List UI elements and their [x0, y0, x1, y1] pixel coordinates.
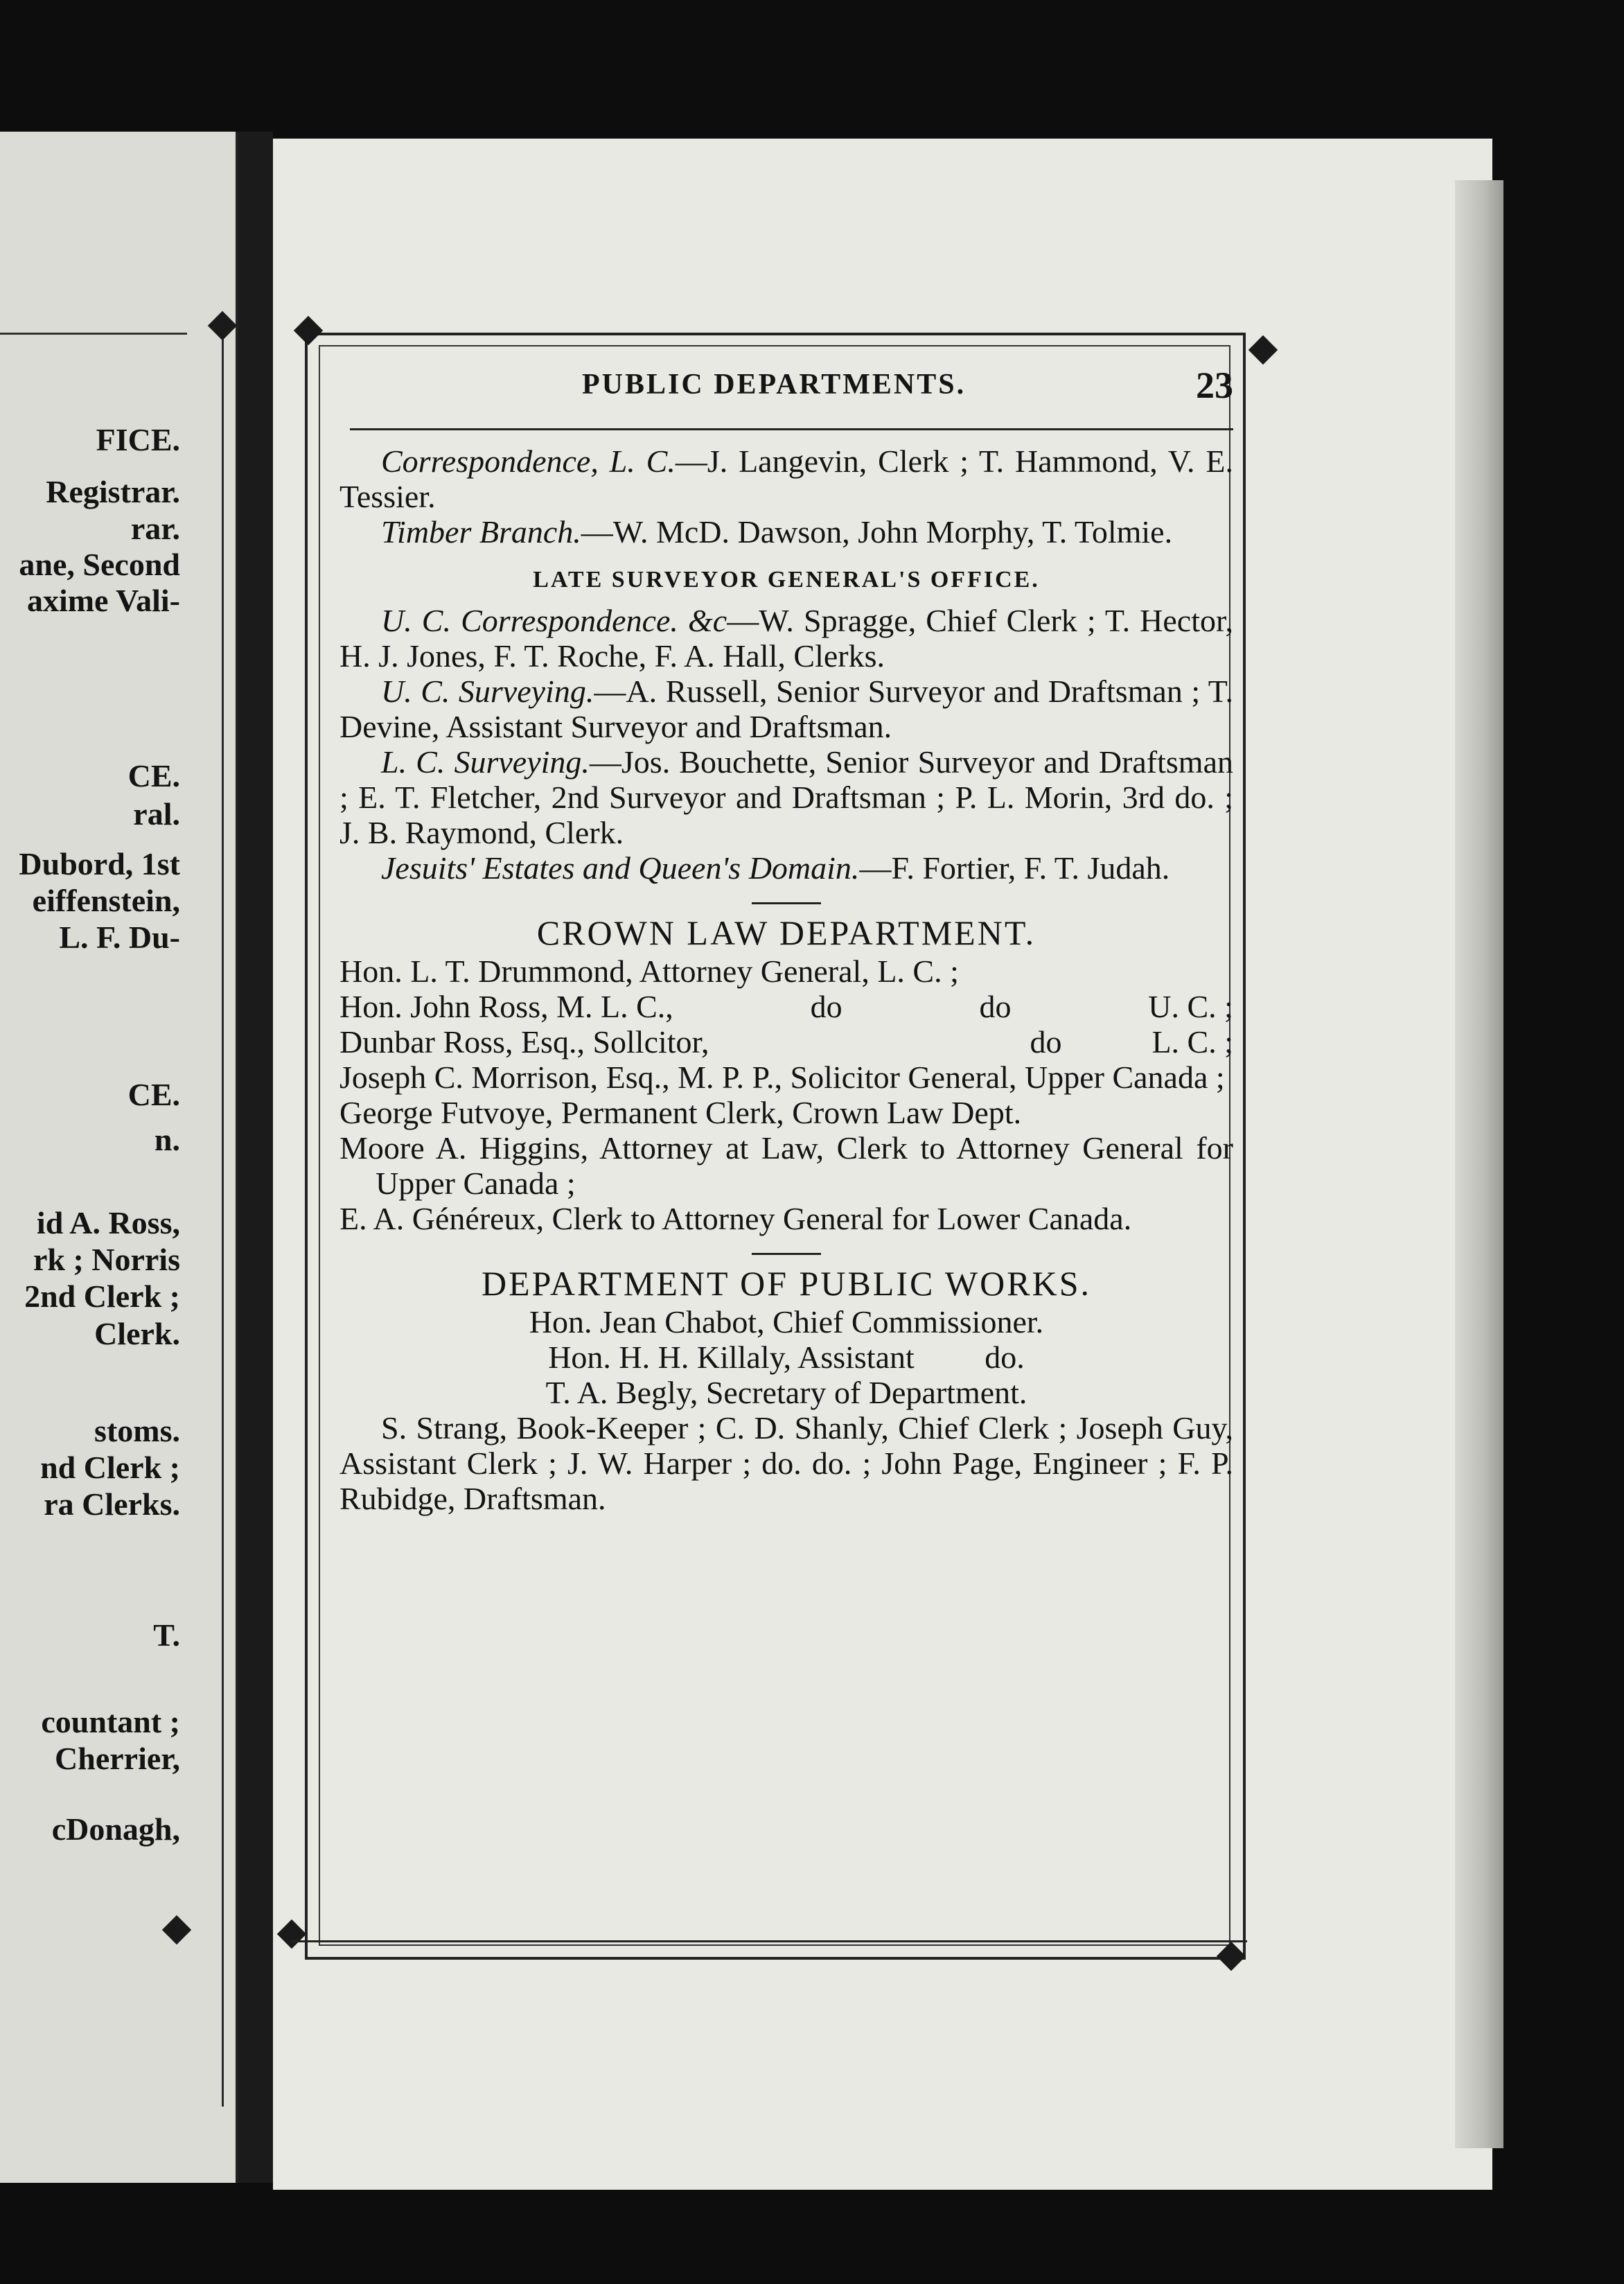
entry-text: —Jos. Bouchette, Senior Surveyor and Draftsman ; E. T. Fletcher, 2nd Surveyor and Draftsman ; P. L. Morin, 3rd do. ; J. B. Raymond, Clerk.	[339, 744, 1233, 850]
entry-text: —W. Spragge, Chief Clerk ; T. Hector, H. J. Jones, F. T. Roche, F. A. Hall, Clerks.	[339, 603, 1233, 674]
page-edge	[1455, 180, 1503, 2148]
left-page-line: cDonagh,	[51, 1812, 180, 1847]
book-gutter	[238, 132, 273, 2183]
entry-label: U. C. Correspondence. &c	[381, 603, 727, 638]
ditto-mark: do	[810, 989, 842, 1024]
entry-label: U. C. Surveying.	[381, 674, 594, 709]
crown-law-futvoye: George Futvoye, Permanent Clerk, Crown Law Dept.	[339, 1095, 1022, 1130]
left-page-line: ane, Second	[19, 547, 180, 582]
entry-jesuits-estates	[339, 850, 1233, 886]
province-abbrev: L. C. ;	[1151, 1024, 1233, 1060]
crown-law-row	[339, 989, 1233, 1024]
left-page-line: 2nd Clerk ;	[24, 1279, 180, 1314]
left-page-line: nd Clerk ;	[40, 1450, 180, 1485]
left-page-line: ra Clerks.	[44, 1487, 180, 1522]
entry-text: —A. Russell, Senior Surveyor and Draftsman ; T. Devine, Assistant Surveyor and Draftsman.	[339, 674, 1233, 744]
entry-text: —F. Fortier, F. T. Judah.	[859, 850, 1170, 886]
ditto-mark: do	[1030, 1024, 1062, 1060]
entry-label: Jesuits' Estates and Queen's Domain.	[381, 850, 860, 886]
province-abbrev: U. C. ;	[1148, 989, 1233, 1024]
left-page-line: Clerk.	[94, 1317, 180, 1351]
footer-rule	[291, 1940, 1247, 1942]
left-page-line: L. F. Du-	[59, 920, 180, 955]
left-page-line: eiffenstein,	[32, 884, 180, 918]
left-page-line: n.	[154, 1123, 180, 1157]
left-page-line: stoms.	[94, 1414, 180, 1448]
crown-law-genereux: E. A. Généreux, Clerk to Attorney General for Lower Canada.	[339, 1201, 1132, 1236]
crown-law-morrison: Joseph C. Morrison, Esq., M. P. P., Solicitor General, Upper Canada ;	[339, 1060, 1225, 1095]
entry-text: —W. McD. Dawson, John Morphy, T. Tolmie.	[581, 514, 1173, 550]
section-heading-public-works: DEPARTMENT OF PUBLIC WORKS.	[482, 1264, 1091, 1303]
page-number: 23	[1196, 364, 1233, 406]
page-header	[346, 364, 1233, 412]
public-works-killaly	[339, 1339, 1233, 1375]
section-divider	[752, 1253, 821, 1255]
entry-uc-correspondence	[339, 603, 1233, 674]
section-heading-late-surveyor: LATE SURVEYOR GENERAL'S OFFICE.	[533, 567, 1040, 592]
crown-law-text: Hon. L. T. Drummond, Attorney General, L. C. ;	[339, 954, 959, 989]
left-page-line: CE.	[127, 759, 180, 793]
public-works-chabot: Hon. Jean Chabot, Chief Commissioner.	[529, 1304, 1044, 1339]
left-page-line: Registrar.	[46, 475, 180, 509]
header-rule	[350, 428, 1233, 430]
ditto-mark: do	[979, 989, 1012, 1024]
section-heading-crown-law: CROWN LAW DEPARTMENT.	[536, 913, 1036, 952]
entry-lc-surveying	[339, 744, 1233, 850]
left-page-line: Cherrier,	[55, 1741, 180, 1776]
left-page-line: id A. Ross,	[36, 1206, 180, 1240]
crown-law-text: Hon. John Ross, M. L. C.,	[339, 989, 673, 1024]
section-divider	[752, 902, 821, 904]
entry-label: L. C. Surveying.	[381, 744, 590, 780]
entry-timber-branch	[339, 514, 1233, 550]
crown-law-row	[339, 1024, 1233, 1060]
left-page-line: rar.	[130, 511, 180, 546]
public-works-killaly-text: Hon. H. H. Killaly, Assistant	[548, 1339, 915, 1375]
running-head: PUBLIC DEPARTMENTS.	[582, 369, 967, 401]
page-body	[339, 443, 1233, 1516]
left-page-line: axime Vali-	[26, 583, 180, 618]
left-page-line: countant ;	[41, 1705, 180, 1739]
left-page-line: Dubord, 1st	[19, 847, 180, 881]
crown-law-text: Dunbar Ross, Esq., Sollcitor,	[339, 1024, 709, 1060]
entry-label: Correspondence, L. C.	[381, 443, 676, 479]
entry-text: —J. Langevin, Clerk ; T. Hammond, V. E. Tessier.	[339, 443, 1233, 514]
left-page-line: ral.	[133, 797, 180, 832]
entry-correspondence-lc	[339, 443, 1233, 514]
entry-uc-surveying	[339, 674, 1233, 744]
left-page-line: CE.	[127, 1078, 180, 1112]
public-works-strang: S. Strang, Book-Keeper ; C. D. Shanly, Chief Clerk ; Joseph Guy, Assistant Clerk ; J. W. Harper ; do. do. ; John Page, Engineer ; F. P. Rubidge, Draftsman.	[339, 1410, 1233, 1516]
left-page-rule	[0, 333, 187, 335]
left-page-line: rk ; Norris	[33, 1242, 180, 1277]
left-page-line: T.	[153, 1618, 180, 1653]
crown-law-row	[339, 954, 1233, 989]
entry-label: Timber Branch.	[381, 514, 581, 550]
left-page-line: FICE.	[96, 423, 180, 457]
public-works-begly: T. A. Begly, Secretary of Department.	[545, 1375, 1027, 1410]
crown-law-higgins: Moore A. Higgins, Attorney at Law, Clerk to Attorney General for Upper Canada ;	[339, 1130, 1233, 1201]
ditto-mark: do.	[985, 1339, 1025, 1375]
